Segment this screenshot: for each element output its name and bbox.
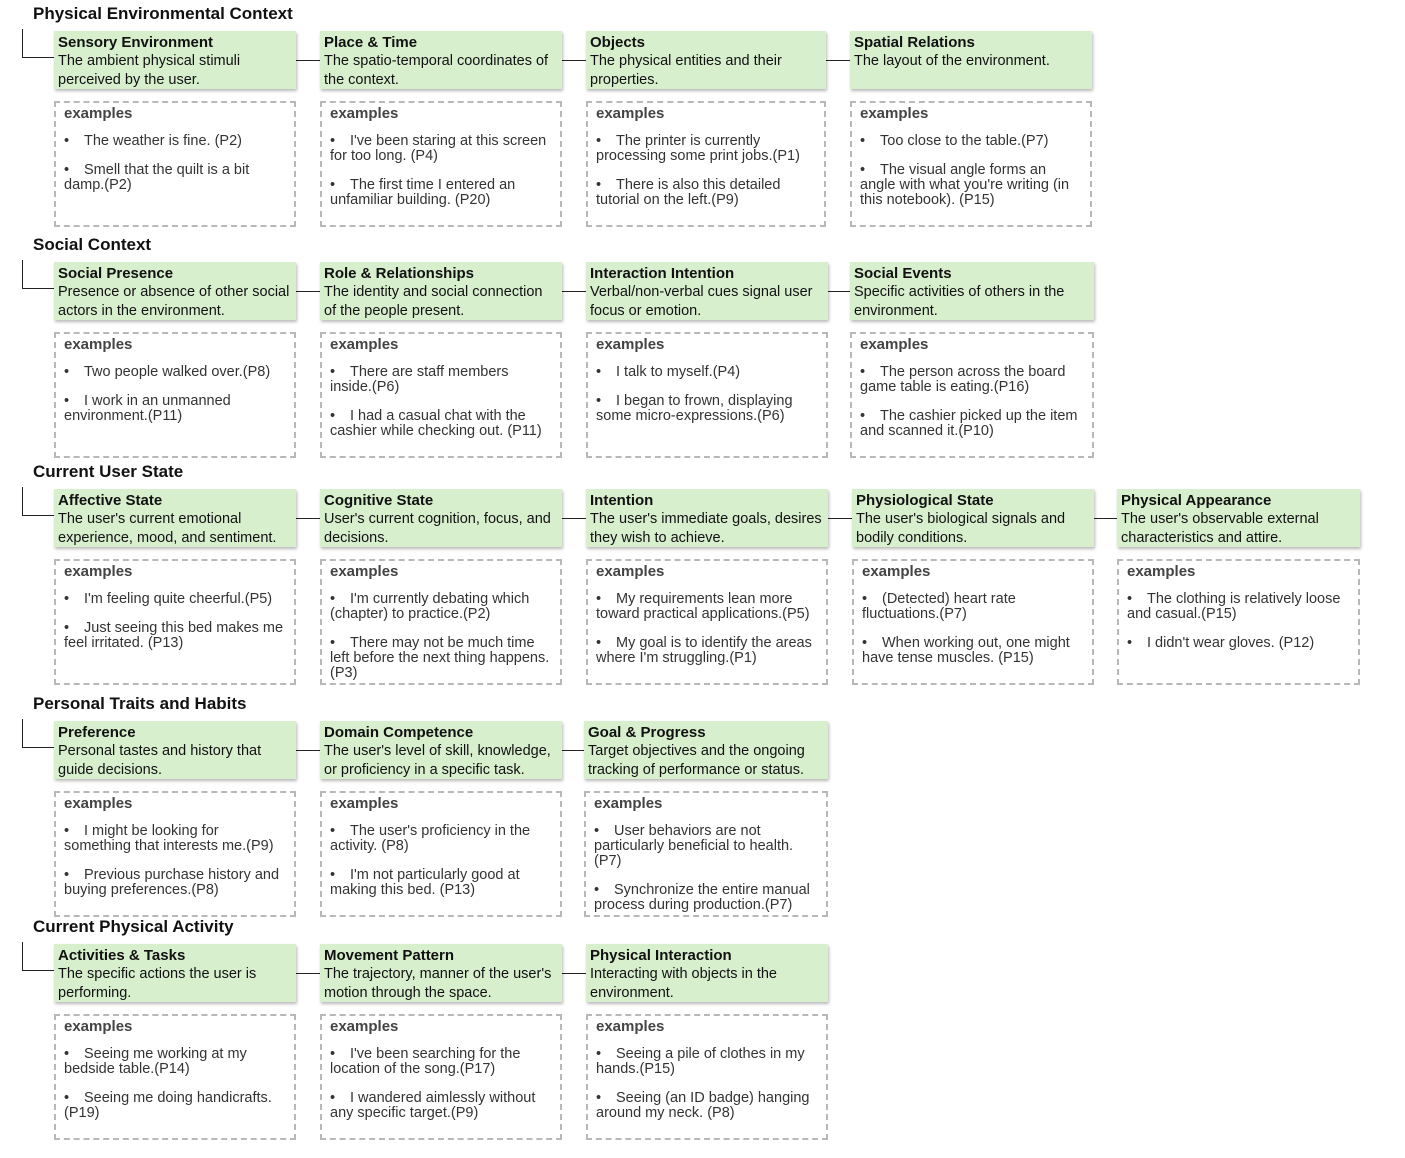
connector-line xyxy=(562,973,586,974)
example-text: Just seeing this bed makes me feel irritated. (P13) xyxy=(64,620,284,651)
category-description: Presence or absence of other social actors in the environment. xyxy=(58,284,290,319)
example-item xyxy=(596,394,818,424)
bullet-icon: • xyxy=(860,133,866,149)
tree-bracket xyxy=(22,487,55,516)
examples-label: examples xyxy=(596,105,665,122)
bullet-icon: • xyxy=(64,591,70,607)
example-item xyxy=(1127,636,1350,651)
example-item xyxy=(64,1047,286,1077)
category-name: Preference xyxy=(58,724,136,741)
bullet-icon: • xyxy=(594,882,600,898)
example-item xyxy=(64,621,286,651)
examples-label: examples xyxy=(64,336,133,353)
example-text: I'm not particularly good at making this bed. (P13) xyxy=(330,867,520,898)
category-description: Target objectives and the ongoing tracking of performance or status. xyxy=(588,743,805,778)
category-description: The user's current emotional experience, mood, and sentiment. xyxy=(58,511,277,546)
category-header xyxy=(320,262,562,320)
example-text: Previous purchase history and buying preferences.(P8) xyxy=(64,867,280,898)
example-item xyxy=(860,134,1082,149)
examples-box xyxy=(54,791,296,917)
examples-box xyxy=(320,332,562,458)
example-item xyxy=(860,409,1084,439)
examples-box xyxy=(1117,559,1360,685)
bullet-icon: • xyxy=(862,635,868,651)
examples-box xyxy=(584,791,828,917)
bullet-icon: • xyxy=(330,823,336,839)
category-header xyxy=(584,721,828,779)
bullet-icon: • xyxy=(330,133,336,149)
example-item xyxy=(596,592,818,622)
examples-box xyxy=(320,1014,562,1140)
examples-box xyxy=(320,101,562,227)
example-text: When working out, one might have tense muscles. (P15) xyxy=(862,635,1070,666)
category-name: Spatial Relations xyxy=(854,34,975,51)
bullet-icon: • xyxy=(860,364,866,380)
bullet-icon: • xyxy=(64,133,70,149)
bullet-icon: • xyxy=(64,823,70,839)
example-text: I talk to myself.(P4) xyxy=(616,364,741,380)
example-text: I've been searching for the location of the song.(P17) xyxy=(330,1046,521,1077)
category-name: Objects xyxy=(590,34,646,51)
category-description: The identity and social connection of the people present. xyxy=(324,284,543,319)
category-description: Specific activities of others in the environment. xyxy=(854,284,1065,319)
bullet-icon: • xyxy=(1127,635,1133,651)
examples-label: examples xyxy=(596,563,665,580)
category-description: The user's immediate goals, desires they wish to achieve. xyxy=(590,511,822,546)
category-description: The user's biological signals and bodily conditions. xyxy=(856,511,1066,546)
category-header xyxy=(586,944,828,1002)
bullet-icon: • xyxy=(596,591,602,607)
examples-label: examples xyxy=(330,563,399,580)
connector-line xyxy=(296,291,320,292)
examples-label: examples xyxy=(64,563,133,580)
category-header xyxy=(850,31,1092,89)
section-title: Social Context xyxy=(33,235,152,254)
example-text: I wandered aimlessly without any specific target.(P9) xyxy=(330,1090,536,1121)
example-item xyxy=(64,1091,286,1121)
example-item xyxy=(330,178,552,208)
example-text: The clothing is relatively loose and casual.(P15) xyxy=(1127,591,1341,622)
section-title: Personal Traits and Habits xyxy=(33,694,247,713)
category-name: Social Presence xyxy=(58,265,174,282)
example-text: I work in an unmanned environment.(P11) xyxy=(64,393,231,424)
category-description: The user's level of skill, knowledge, or proficiency in a specific task. xyxy=(324,743,551,778)
examples-box xyxy=(586,1014,828,1140)
category-header xyxy=(586,262,828,320)
example-text: I didn't wear gloves. (P12) xyxy=(1147,635,1315,651)
examples-label: examples xyxy=(64,1018,133,1035)
example-item xyxy=(64,592,286,607)
example-item xyxy=(330,409,552,439)
bullet-icon: • xyxy=(330,364,336,380)
bullet-icon: • xyxy=(64,162,70,178)
category-name: Cognitive State xyxy=(324,492,434,509)
examples-label: examples xyxy=(594,795,663,812)
example-item xyxy=(860,365,1084,395)
examples-label: examples xyxy=(1127,563,1196,580)
examples-label: examples xyxy=(862,563,931,580)
section-title: Physical Environmental Context xyxy=(33,4,293,23)
connector-line xyxy=(826,60,850,61)
examples-label: examples xyxy=(330,1018,399,1035)
bullet-icon: • xyxy=(330,635,336,651)
category-name: Domain Competence xyxy=(324,724,474,741)
connector-line xyxy=(562,750,586,751)
examples-box xyxy=(586,559,828,685)
example-item xyxy=(596,636,818,666)
bullet-icon: • xyxy=(64,1090,70,1106)
example-item xyxy=(330,636,552,681)
example-item xyxy=(594,883,818,913)
category-name: Role & Relationships xyxy=(324,265,475,282)
connector-line xyxy=(1094,518,1117,519)
examples-label: examples xyxy=(330,795,399,812)
category-description: User's current cognition, focus, and decisions. xyxy=(324,511,551,546)
example-text: There is also this detailed tutorial on the left.(P9) xyxy=(596,177,781,208)
connector-line xyxy=(562,518,586,519)
bullet-icon: • xyxy=(64,393,70,409)
category-header xyxy=(586,489,828,547)
examples-box xyxy=(586,101,826,227)
example-item xyxy=(330,824,552,854)
category-description: The spatio-temporal coordinates of the context. xyxy=(324,53,549,88)
category-name: Activities & Tasks xyxy=(58,947,186,964)
example-text: The visual angle forms an angle with what you're writing (in this notebook). (P15) xyxy=(860,162,1070,208)
bullet-icon: • xyxy=(596,1046,602,1062)
category-header xyxy=(320,489,562,547)
example-text: I've been staring at this screen for too long. (P4) xyxy=(330,133,547,164)
bullet-icon: • xyxy=(860,408,866,424)
bullet-icon: • xyxy=(330,177,336,193)
category-header xyxy=(852,489,1094,547)
example-text: I had a casual chat with the cashier while checking out. (P11) xyxy=(330,408,542,439)
example-item xyxy=(596,1047,818,1077)
category-name: Social Events xyxy=(854,265,952,282)
examples-label: examples xyxy=(860,105,929,122)
bullet-icon: • xyxy=(330,1046,336,1062)
bullet-icon: • xyxy=(330,591,336,607)
example-item xyxy=(64,365,286,380)
example-item xyxy=(64,824,286,854)
example-item xyxy=(596,134,816,164)
category-name: Sensory Environment xyxy=(58,34,214,51)
example-text: I began to frown, displaying some micro-expressions.(P6) xyxy=(596,393,793,424)
category-description: The ambient physical stimuli perceived by the user. xyxy=(58,53,241,88)
example-text: Synchronize the entire manual process during production.(P7) xyxy=(594,882,810,913)
examples-box xyxy=(54,559,296,685)
examples-box xyxy=(320,559,562,685)
example-item xyxy=(330,134,552,164)
example-item xyxy=(64,134,286,149)
examples-label: examples xyxy=(330,336,399,353)
bullet-icon: • xyxy=(64,620,70,636)
bullet-icon: • xyxy=(596,1090,602,1106)
bullet-icon: • xyxy=(64,867,70,883)
example-item xyxy=(596,1091,818,1121)
tree-bracket xyxy=(22,260,55,289)
category-header xyxy=(586,31,826,89)
example-text: Seeing me working at my bedside table.(P14) xyxy=(64,1046,247,1077)
bullet-icon: • xyxy=(64,1046,70,1062)
category-description: The trajectory, manner of the user's motion through the space. xyxy=(324,966,552,1001)
category-name: Movement Pattern xyxy=(324,947,455,964)
bullet-icon: • xyxy=(596,364,602,380)
examples-label: examples xyxy=(64,105,133,122)
examples-box xyxy=(586,332,828,458)
examples-box xyxy=(54,1014,296,1140)
category-header xyxy=(320,31,562,89)
bullet-icon: • xyxy=(330,867,336,883)
examples-box xyxy=(852,559,1094,685)
connector-line xyxy=(296,518,320,519)
example-item xyxy=(330,1047,552,1077)
example-text: Seeing me doing handicrafts.(P19) xyxy=(64,1090,272,1121)
examples-label: examples xyxy=(596,336,665,353)
example-text: My requirements lean more toward practical applications.(P5) xyxy=(596,591,810,622)
example-item xyxy=(330,592,552,622)
example-item xyxy=(64,868,286,898)
category-description: Personal tastes and history that guide decisions. xyxy=(58,743,262,778)
examples-box xyxy=(850,101,1092,227)
example-text: Smell that the quilt is a bit damp.(P2) xyxy=(64,162,250,193)
tree-bracket xyxy=(22,719,55,748)
example-item xyxy=(64,394,286,424)
category-name: Physical Appearance xyxy=(1121,492,1272,509)
example-text: My goal is to identify the areas where I'm struggling.(P1) xyxy=(596,635,812,666)
example-text: The weather is fine. (P2) xyxy=(84,133,242,149)
example-item xyxy=(330,1091,552,1121)
category-header xyxy=(1117,489,1360,547)
category-description: The specific actions the user is performing. xyxy=(58,966,257,1001)
example-item xyxy=(862,592,1084,622)
category-name: Interaction Intention xyxy=(590,265,735,282)
section-title: Current User State xyxy=(33,462,184,481)
tree-bracket xyxy=(22,942,55,971)
examples-label: examples xyxy=(860,336,929,353)
section-title: Current Physical Activity xyxy=(33,917,234,936)
connector-line xyxy=(828,518,852,519)
category-name: Goal & Progress xyxy=(588,724,706,741)
example-text: I'm feeling quite cheerful.(P5) xyxy=(84,591,273,607)
example-item xyxy=(1127,592,1350,622)
example-item xyxy=(64,163,286,193)
example-item xyxy=(596,365,818,380)
example-text: I'm currently debating which (chapter) to practice.(P2) xyxy=(330,591,530,622)
example-text: The first time I entered an unfamiliar building. (P20) xyxy=(330,177,516,208)
example-text: The cashier picked up the item and scanned it.(P10) xyxy=(860,408,1078,439)
example-text: There are staff members inside.(P6) xyxy=(330,364,509,395)
category-description: The physical entities and their properties. xyxy=(590,53,782,88)
category-name: Physiological State xyxy=(856,492,994,509)
examples-label: examples xyxy=(596,1018,665,1035)
tree-bracket xyxy=(22,29,55,58)
examples-box xyxy=(54,332,296,458)
bullet-icon: • xyxy=(596,177,602,193)
examples-box xyxy=(54,101,296,227)
category-header xyxy=(54,721,296,779)
category-header xyxy=(54,944,296,1002)
bullet-icon: • xyxy=(596,635,602,651)
example-text: Too close to the table.(P7) xyxy=(880,133,1049,149)
example-text: There may not be much time left before the next thing happens. (P3) xyxy=(330,635,550,681)
example-text: The user's proficiency in the activity. (P8) xyxy=(330,823,531,854)
category-description: Verbal/non-verbal cues signal user focus or emotion. xyxy=(590,284,813,319)
category-header xyxy=(850,262,1094,320)
example-text: The person across the board game table is eating.(P16) xyxy=(860,364,1066,395)
connector-line xyxy=(296,60,320,61)
connector-line xyxy=(562,291,586,292)
category-name: Affective State xyxy=(58,492,163,509)
example-text: Seeing a pile of clothes in my hands.(P15) xyxy=(596,1046,805,1077)
connector-line xyxy=(296,750,320,751)
example-text: Two people walked over.(P8) xyxy=(84,364,271,380)
example-text: (Detected) heart rate fluctuations.(P7) xyxy=(862,591,1016,622)
category-name: Intention xyxy=(590,492,654,509)
examples-label: examples xyxy=(64,795,133,812)
example-item xyxy=(862,636,1084,666)
example-item xyxy=(330,868,552,898)
example-text: Seeing (an ID badge) hanging around my neck. (P8) xyxy=(596,1090,810,1121)
category-description: Interacting with objects in the environment. xyxy=(590,966,777,1001)
bullet-icon: • xyxy=(64,364,70,380)
category-name: Physical Interaction xyxy=(590,947,732,964)
bullet-icon: • xyxy=(330,408,336,424)
bullet-icon: • xyxy=(860,162,866,178)
bullet-icon: • xyxy=(1127,591,1133,607)
connector-line xyxy=(296,973,320,974)
bullet-icon: • xyxy=(596,133,602,149)
examples-label: examples xyxy=(330,105,399,122)
category-header xyxy=(54,489,296,547)
examples-box xyxy=(320,791,562,917)
bullet-icon: • xyxy=(594,823,600,839)
example-item xyxy=(860,163,1082,208)
connector-line xyxy=(826,291,850,292)
category-name: Place & Time xyxy=(324,34,418,51)
category-header xyxy=(320,944,562,1002)
example-item xyxy=(330,365,552,395)
bullet-icon: • xyxy=(330,1090,336,1106)
bullet-icon: • xyxy=(596,393,602,409)
category-description: The user's observable external characteristics and attire. xyxy=(1121,511,1319,546)
connector-line xyxy=(562,60,586,61)
example-item xyxy=(594,824,818,869)
category-header xyxy=(54,262,296,320)
category-header xyxy=(320,721,562,779)
example-text: I might be looking for something that interests me.(P9) xyxy=(64,823,274,854)
category-header xyxy=(54,31,296,89)
bullet-icon: • xyxy=(862,591,868,607)
examples-box xyxy=(850,332,1094,458)
example-text: User behaviors are not particularly beneficial to health.(P7) xyxy=(594,823,794,869)
example-text: The printer is currently processing some print jobs.(P1) xyxy=(596,133,800,164)
category-description: The layout of the environment. xyxy=(854,53,1050,69)
example-item xyxy=(596,178,816,208)
